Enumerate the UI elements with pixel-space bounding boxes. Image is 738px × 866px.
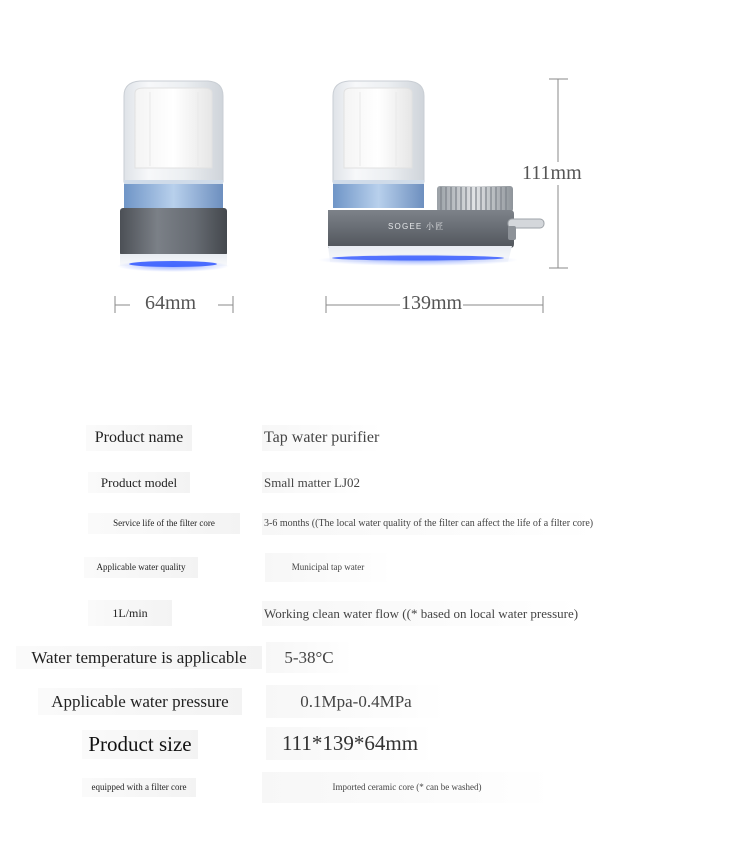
spec-value-water-temperature: 5-38°C <box>266 642 352 673</box>
spec-value-water-pressure: 0.1Mpa-0.4MPa <box>266 685 446 718</box>
spec-label-water-temperature: Water temperature is applicable <box>16 646 262 669</box>
height-label: 111mm <box>522 162 582 184</box>
spec-label-filter-service-life: Service life of the filter core <box>88 513 240 534</box>
spec-label-filter-core: equipped with a filter core <box>82 778 196 797</box>
front-view-purifier <box>117 81 229 272</box>
spec-label-flow-rate: 1L/min <box>88 600 172 626</box>
spec-value-product-name: Tap water purifier <box>262 425 381 451</box>
spec-value-water-quality: Municipal tap water <box>265 553 391 582</box>
length-label: 139mm <box>401 292 463 314</box>
width-label: 64mm <box>145 292 197 314</box>
spec-value-product-model: Small matter LJ02 <box>262 472 362 493</box>
spec-value-flow-rate: Working clean water flow ((* based on local water pressure) <box>262 601 580 626</box>
spec-label-product-model: Product model <box>88 472 190 493</box>
spec-label-water-quality: Applicable water quality <box>84 557 198 578</box>
spec-value-filter-service-life: 3-6 months ((The local water quality of the filter can affect the life of a filter core) <box>262 513 595 535</box>
spec-value-filter-core: Imported ceramic core (* can be washed) <box>262 772 552 803</box>
side-view-purifier <box>318 81 544 266</box>
brand-logo: SOGEE 小匠 <box>388 222 445 231</box>
spec-label-product-size: Product size <box>82 730 198 759</box>
spec-value-product-size: 111*139*64mm <box>266 727 434 760</box>
spec-label-product-name: Product name <box>86 425 192 451</box>
spec-label-water-pressure: Applicable water pressure <box>38 688 242 715</box>
product-dimension-figure <box>0 0 738 340</box>
